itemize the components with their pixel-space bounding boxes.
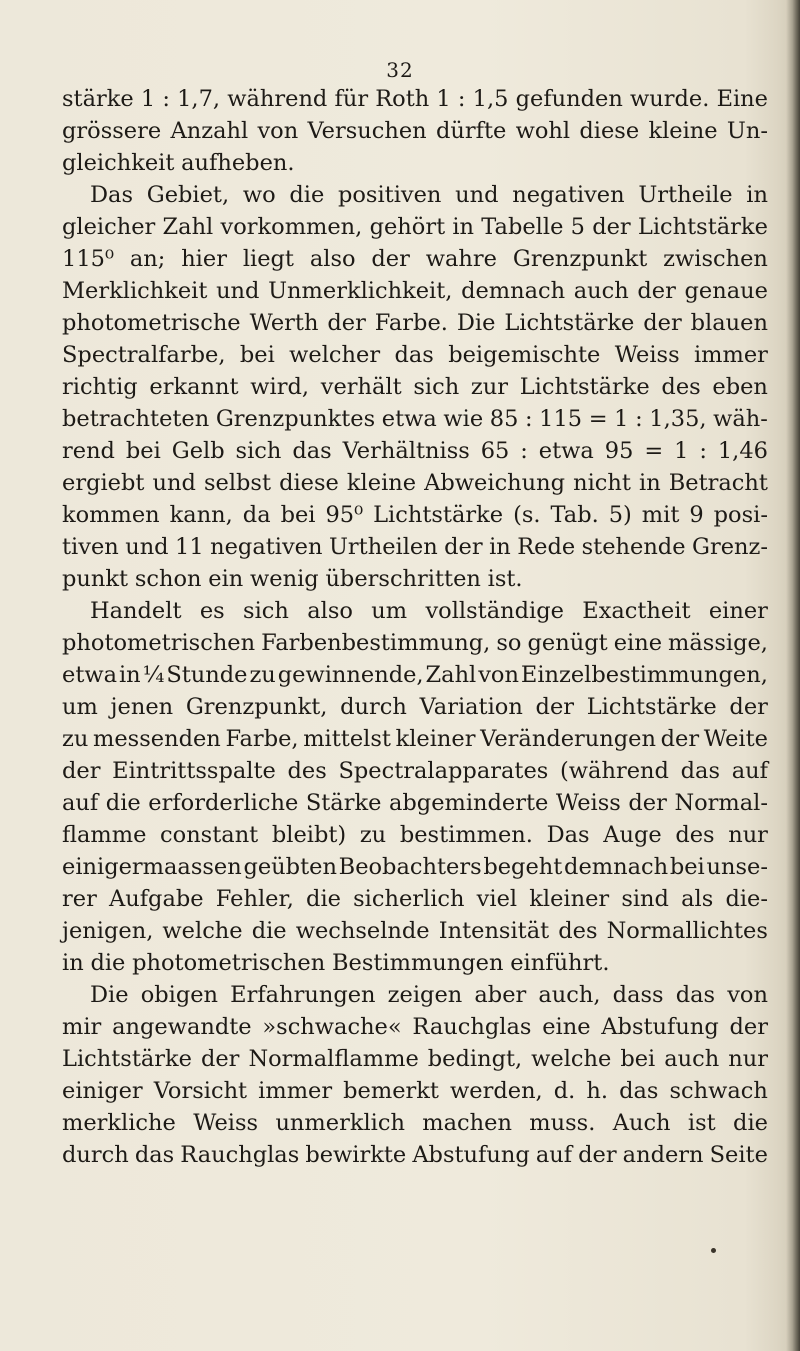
text-line: stärke 1 : 1,7, während für Roth 1 : 1,5 gefunden wurde. Eine xyxy=(62,86,768,112)
text-line: 115⁰ an; hier liegt also der wahre Grenzpunkt zwischen xyxy=(62,246,768,272)
text-line: gleicher Zahl vorkommen, gehört in Tabelle 5 der Lichtstärke xyxy=(62,214,768,240)
text-line: tiven und 11 negativen Urtheilen der in Rede stehende Grenz- xyxy=(62,534,768,560)
text-line: photometrische Werth der Farbe. Die Lichtstärke der blauen xyxy=(62,310,768,336)
text-line: um jenen Grenzpunkt, durch Variation der Lichtstärke der xyxy=(62,694,768,720)
text-line: zu messenden Farbe, mittelst kleiner Veränderungen der Weite xyxy=(62,726,768,752)
text-line: grössere Anzahl von Versuchen dürfte wohl diese kleine Un- xyxy=(62,118,768,144)
text-line: auf die erforderliche Stärke abgeminderte Weiss der Normal- xyxy=(62,790,768,816)
text-line: flamme constant bleibt) zu bestimmen. Das Auge des nur xyxy=(62,822,768,848)
ink-speck xyxy=(711,1248,716,1253)
text-line: rend bei Gelb sich das Verhältniss 65 : etwa 95 = 1 : 1,46 xyxy=(62,438,768,464)
text-line: Das Gebiet, wo die positiven und negativen Urtheile in xyxy=(90,182,768,208)
text-line: jenigen, welche die wechselnde Intensität des Normallichtes xyxy=(62,918,768,944)
page-number: 32 xyxy=(386,58,414,82)
text-line: Merklichkeit und Unmerklichkeit, demnach auch der genaue xyxy=(62,278,768,304)
text-line: ergiebt und selbst diese kleine Abweichung nicht in Betracht xyxy=(62,470,768,496)
text-line: einigermaassen geübten Beobachters begeht demnach bei unse- xyxy=(62,854,768,880)
text-line: der Eintrittsspalte des Spectralapparates (während das auf xyxy=(62,758,768,784)
text-line: merkliche Weiss unmerklich machen muss. Auch ist die xyxy=(62,1110,768,1136)
text-line: rer Aufgabe Fehler, die sicherlich viel kleiner sind als die- xyxy=(62,886,768,912)
text-line: etwa in ¼ Stunde zu gewinnende, Zahl von Einzelbestimmungen, xyxy=(62,662,768,688)
text-line: durch das Rauchglas bewirkte Abstufung auf der andern Seite xyxy=(62,1142,768,1168)
text-line: punkt schon ein wenig überschritten ist. xyxy=(62,566,523,592)
text-line: Die obigen Erfahrungen zeigen aber auch, dass das von xyxy=(90,982,768,1008)
text-line: gleichkeit aufheben. xyxy=(62,150,295,176)
text-line: Spectralfarbe, bei welcher das beigemischte Weiss immer xyxy=(62,342,768,368)
text-line: Handelt es sich also um vollständige Exactheit einer xyxy=(90,598,768,624)
text-line: kommen kann, da bei 95⁰ Lichtstärke (s. Tab. 5) mit 9 posi- xyxy=(62,502,768,528)
text-line: Lichtstärke der Normalflamme bedingt, welche bei auch nur xyxy=(62,1046,768,1072)
text-line: photometrischen Farbenbestimmung, so genügt eine mässige, xyxy=(62,630,768,656)
text-line: einiger Vorsicht immer bemerkt werden, d. h. das schwach xyxy=(62,1078,768,1104)
text-line: mir angewandte »schwache« Rauchglas eine Abstufung der xyxy=(62,1014,768,1040)
text-line: in die photometrischen Bestimmungen einführt. xyxy=(62,950,610,976)
text-line: richtig erkannt wird, verhält sich zur Lichtstärke des eben xyxy=(62,374,768,400)
body-text xyxy=(62,83,768,1171)
page-edge-shadow xyxy=(786,0,800,1351)
text-line: betrachteten Grenzpunktes etwa wie 85 : 115 = 1 : 1,35, wäh- xyxy=(62,406,768,432)
